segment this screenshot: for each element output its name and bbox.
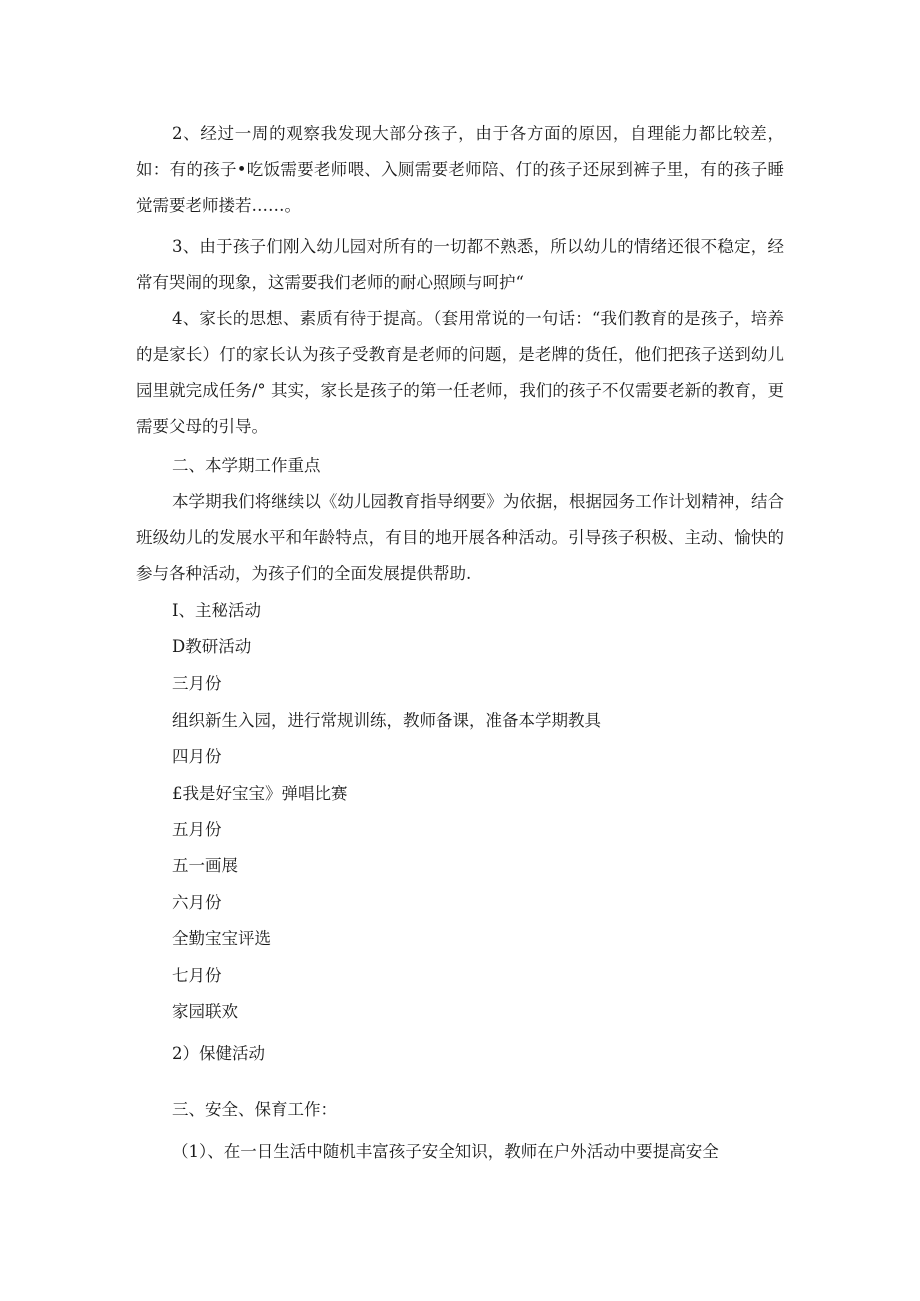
section-heading-work-focus: 二、本学期工作重点 <box>172 456 321 475</box>
list-item-main-activities: I、主秘活动 <box>172 601 262 620</box>
month-march: 三月份 <box>172 674 222 693</box>
safety-item-1: （1）、在一日生活中随机丰富孩子安全知识，教师在户外活动中要提高安全 <box>172 1142 719 1161</box>
paragraph-semester-plan: 本学期我们将继续以《幼儿园教育指导纲要》为依据，根据园务工作计划精神，结合班级幼儿的发展水平和年龄特点，有目的地开展各种活动。引导孩子积极、主动、愉快的参与各种活动，为孩子们的全面发展提供帮助. <box>136 492 784 583</box>
list-item-health-activities: 2）保健活动 <box>172 1044 265 1063</box>
paragraph-parents: 4、家长的思想、素质有待于提高。（套用常说的一句话：“我们教育的是孩子，培养的是家长）仃的家长认为孩子受教育是老师的问题，是老牌的货任，他们把孩子送到幼儿园里就完成任务/° 其实，家长是孩子的第一任老师，我们的孩子不仅需要老新的教育，更需要父母的引导。 <box>136 309 784 436</box>
activity-july: 家园联欢 <box>172 1002 238 1021</box>
month-may: 五月份 <box>172 820 222 839</box>
activity-march: 组织新生入园，进行常规训练，教师备课，准备本学期教具 <box>172 711 601 730</box>
section-heading-safety: 三、安全、保育工作： <box>172 1100 337 1119</box>
paragraph-observation: 2、经过一周的观察我发现大部分孩子，由于各方面的原因，自理能力都比较差，如：有的孩子•吃饭需要老师喂、入厕需要老师陪、仃的孩子还尿到裤子里，有的孩子睡觉需要老师搂若……。 <box>136 124 784 215</box>
activity-may: 五一画展 <box>172 856 238 875</box>
activity-april: £我是好宝宝》弹唱比赛 <box>172 784 348 803</box>
month-july: 七月份 <box>172 966 222 985</box>
activity-june: 全勤宝宝评选 <box>172 929 271 948</box>
month-june: 六月份 <box>172 893 222 912</box>
month-april: 四月份 <box>172 747 222 766</box>
list-item-teaching-research: D教研活动 <box>172 637 252 656</box>
paragraph-emotions: 3、由于孩子们刚入幼儿园对所有的一切都不熟悉，所以幼儿的情绪还很不稳定，经常有哭闹的现象，这需要我们老师的耐心照顾与呵护“ <box>136 237 784 292</box>
